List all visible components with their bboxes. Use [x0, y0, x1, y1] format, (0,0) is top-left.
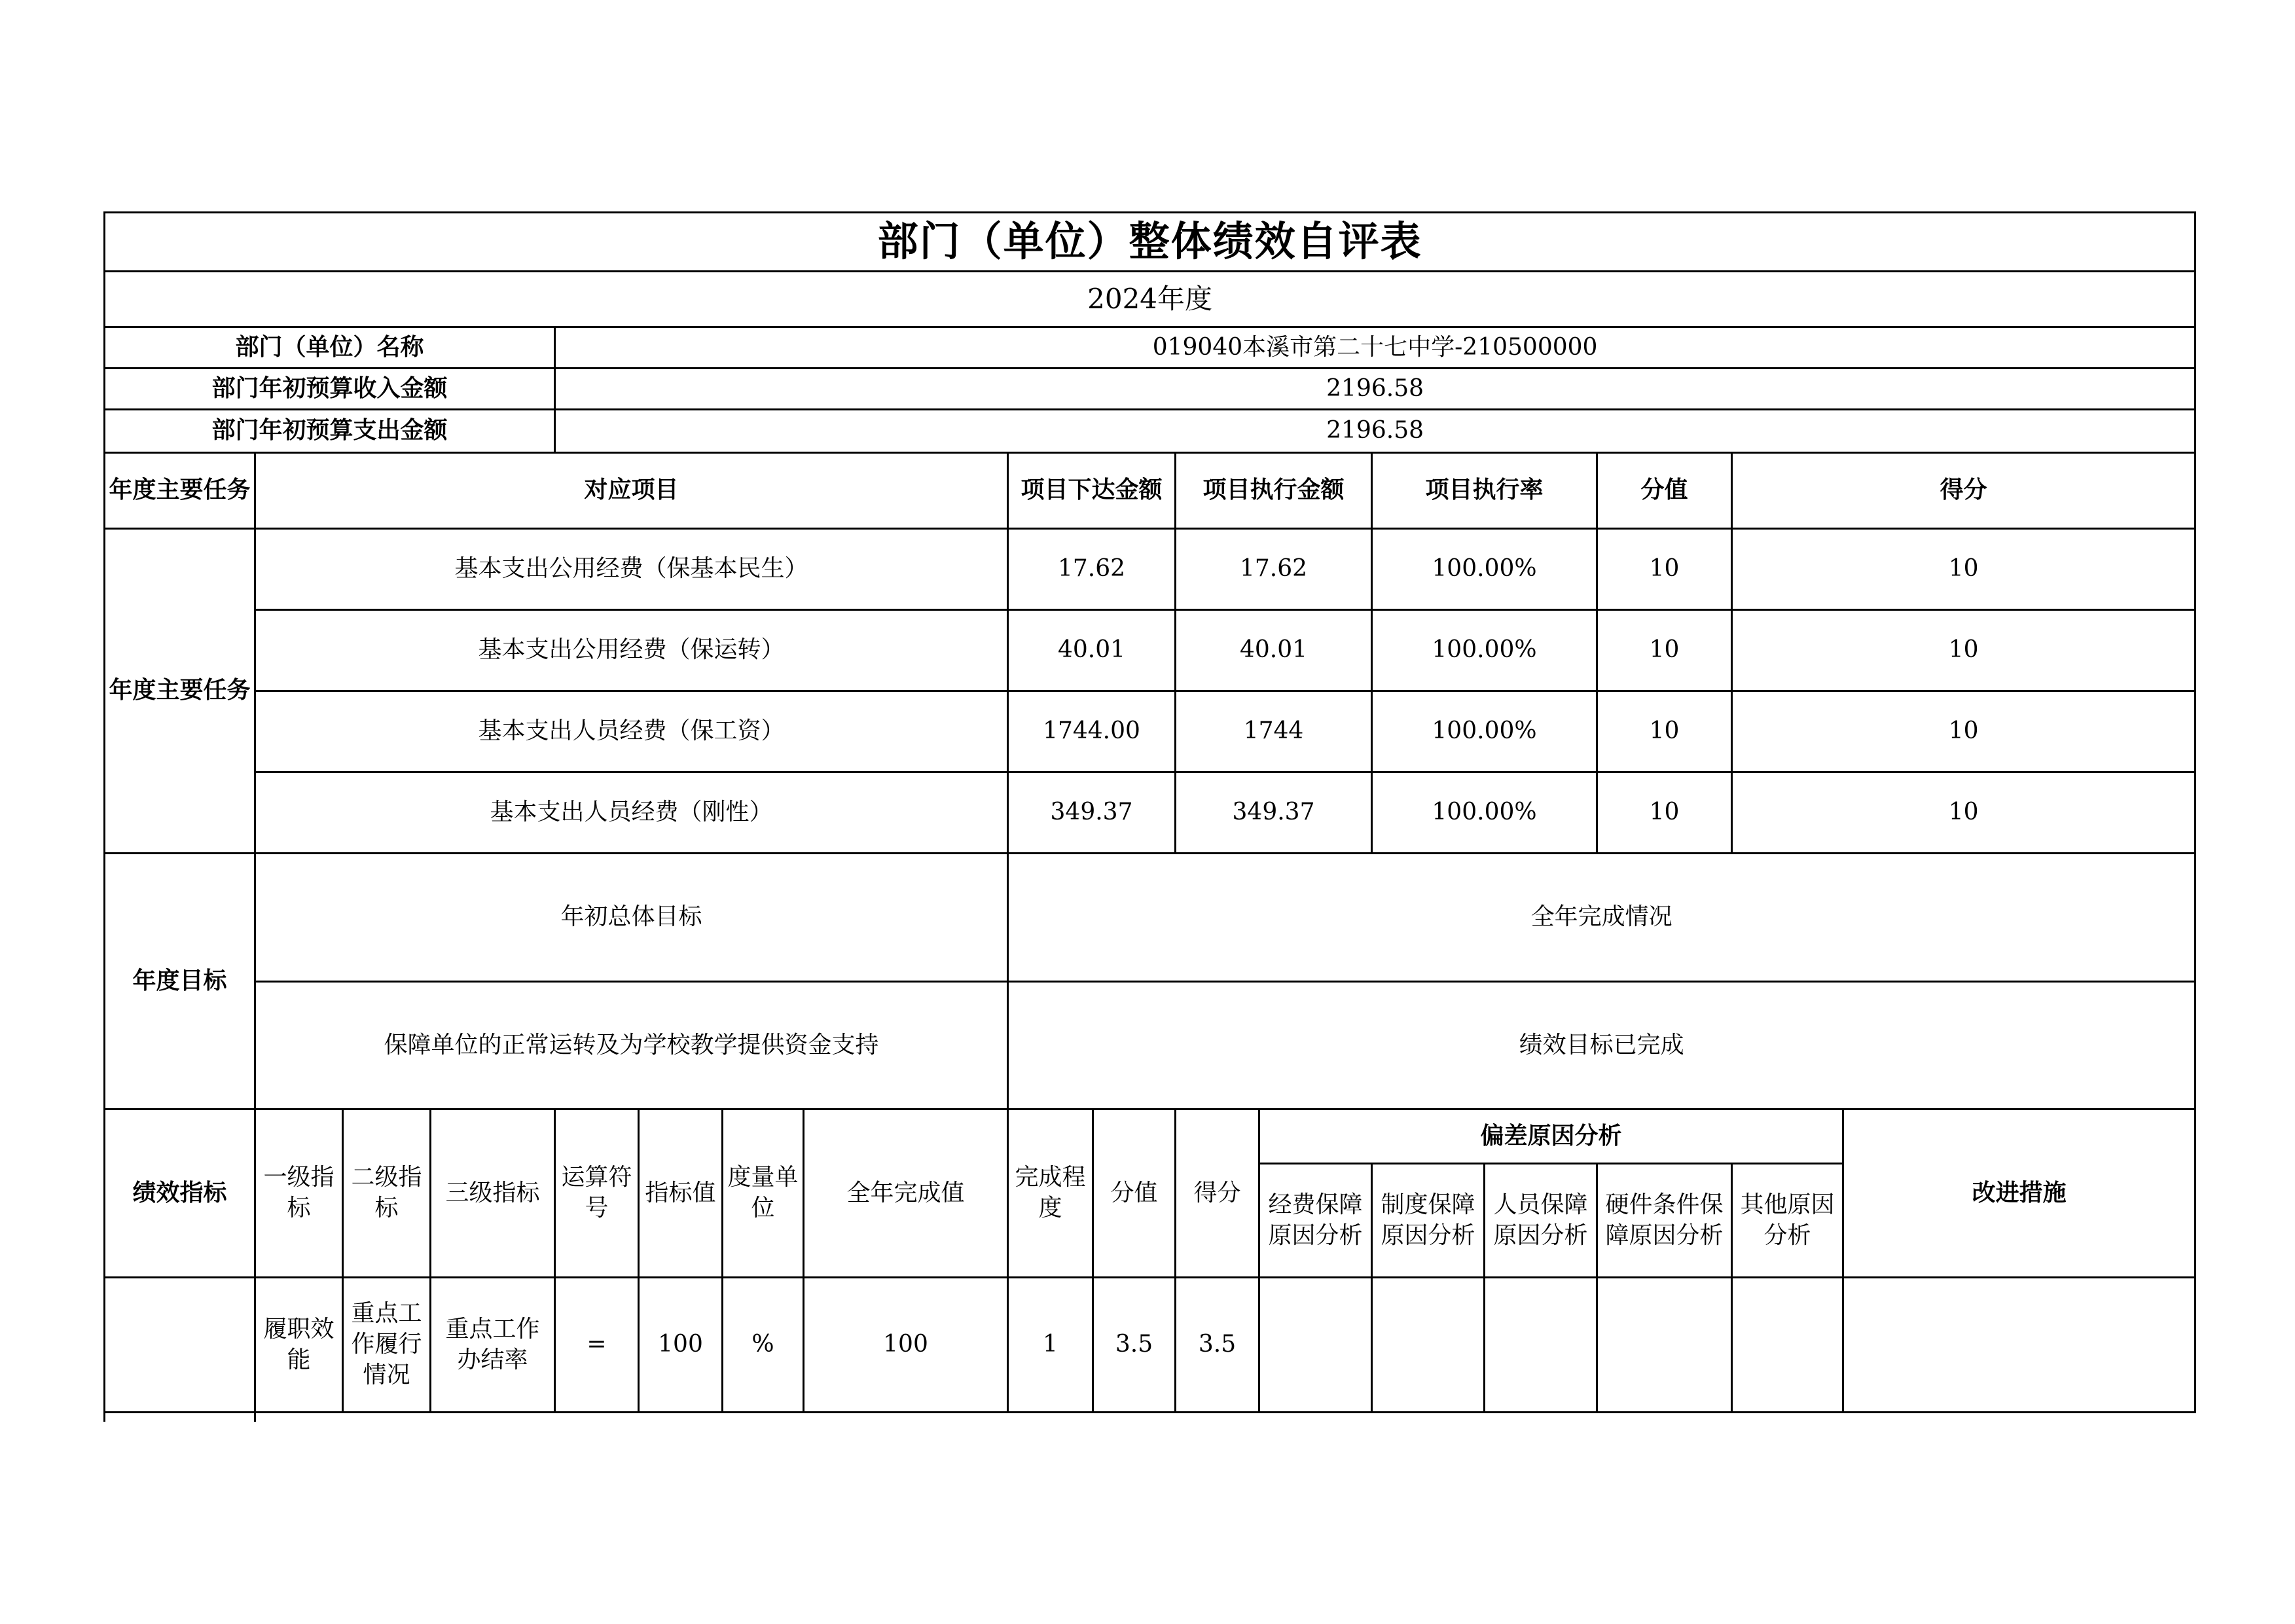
task-executed: 1744	[1176, 691, 1372, 772]
tasks-row-label: 年度主要任务	[105, 529, 255, 854]
indicator-score-value: 3.5	[1093, 1278, 1176, 1413]
income-value: 2196.58	[555, 369, 2196, 410]
tasks-header-rate: 项目执行率	[1372, 453, 1597, 529]
indicator-degree: 1	[1008, 1278, 1093, 1413]
expense-value: 2196.58	[555, 410, 2196, 453]
performance-self-evaluation-table	[103, 211, 2196, 1413]
indicators-header-level3: 三级指标	[431, 1110, 555, 1278]
task-project: 基本支出人员经费（保工资）	[255, 691, 1008, 772]
task-issued: 40.01	[1008, 610, 1176, 691]
task-score: 10	[1732, 691, 2196, 772]
task-score-value: 10	[1597, 610, 1732, 691]
indicators-label: 绩效指标	[105, 1110, 255, 1278]
task-score-value: 10	[1597, 691, 1732, 772]
indicator-level2: 重点工作履行情况	[343, 1278, 431, 1413]
task-project: 基本支出公用经费（保基本民生）	[255, 529, 1008, 610]
tasks-header-executed: 项目执行金额	[1176, 453, 1372, 529]
indicator-dev-other	[1732, 1278, 1843, 1413]
task-score-value: 10	[1597, 772, 1732, 854]
task-row	[105, 691, 2196, 772]
task-rate: 100.00%	[1372, 772, 1597, 854]
goals-initial-value: 保障单位的正常运转及为学校教学提供资金支持	[255, 982, 1008, 1110]
indicator-improve	[1843, 1278, 2196, 1413]
tasks-header-score: 得分	[1732, 453, 2196, 529]
indicator-row-label-cell	[105, 1278, 255, 1413]
indicator-score: 3.5	[1176, 1278, 1259, 1413]
indicators-header-deviation: 偏差原因分析	[1259, 1110, 1843, 1164]
expense-label: 部门年初预算支出金额	[105, 410, 555, 453]
indicator-dev-system	[1372, 1278, 1485, 1413]
indicators-header-score-value: 分值	[1093, 1110, 1176, 1278]
task-issued: 17.62	[1008, 529, 1176, 610]
indicators-header-level2: 二级指标	[343, 1110, 431, 1278]
task-row	[105, 772, 2196, 854]
task-score-value: 10	[1597, 529, 1732, 610]
goals-initial-header: 年初总体目标	[255, 854, 1008, 982]
indicators-header-target: 指标值	[639, 1110, 723, 1278]
indicators-header-dev-staff: 人员保障原因分析	[1485, 1164, 1597, 1278]
indicator-dev-staff	[1485, 1278, 1597, 1413]
indicator-level3: 重点工作办结率	[431, 1278, 555, 1413]
task-score: 10	[1732, 610, 2196, 691]
indicators-header-degree: 完成程度	[1008, 1110, 1093, 1278]
tasks-header-score-value: 分值	[1597, 453, 1732, 529]
indicator-target: 100	[639, 1278, 723, 1413]
tasks-header-task: 年度主要任务	[105, 453, 255, 529]
page-title: 部门（单位）整体绩效自评表	[105, 213, 2196, 272]
indicators-header-level1: 一级指标	[255, 1110, 343, 1278]
indicator-operator: =	[555, 1278, 639, 1413]
task-rate: 100.00%	[1372, 691, 1597, 772]
indicators-header-dev-hardware: 硬件条件保障原因分析	[1597, 1164, 1732, 1278]
task-executed: 349.37	[1176, 772, 1372, 854]
task-score: 10	[1732, 529, 2196, 610]
indicators-header-unit: 度量单位	[723, 1110, 804, 1278]
dept-name-value: 019040本溪市第二十七中学-210500000	[555, 327, 2196, 369]
indicator-row	[105, 1278, 2196, 1413]
task-project: 基本支出人员经费（刚性）	[255, 772, 1008, 854]
task-project: 基本支出公用经费（保运转）	[255, 610, 1008, 691]
task-row	[105, 610, 2196, 691]
tasks-header-issued: 项目下达金额	[1008, 453, 1176, 529]
indicators-header-dev-system: 制度保障原因分析	[1372, 1164, 1485, 1278]
dept-name-label: 部门（单位）名称	[105, 327, 555, 369]
indicator-actual: 100	[804, 1278, 1008, 1413]
task-executed: 17.62	[1176, 529, 1372, 610]
task-executed: 40.01	[1176, 610, 1372, 691]
table-continuation-mark	[103, 1413, 105, 1422]
tasks-header-project: 对应项目	[255, 453, 1008, 529]
fiscal-year: 2024年度	[105, 272, 2196, 327]
indicators-header-operator: 运算符号	[555, 1110, 639, 1278]
indicator-dev-funding	[1259, 1278, 1372, 1413]
income-label: 部门年初预算收入金额	[105, 369, 555, 410]
table-continuation-mark	[254, 1413, 256, 1422]
indicator-unit: %	[723, 1278, 804, 1413]
goals-completion-header: 全年完成情况	[1008, 854, 2196, 982]
indicators-header-actual: 全年完成值	[804, 1110, 1008, 1278]
task-score: 10	[1732, 772, 2196, 854]
indicators-header-dev-funding: 经费保障原因分析	[1259, 1164, 1372, 1278]
task-row	[105, 529, 2196, 610]
task-rate: 100.00%	[1372, 529, 1597, 610]
task-issued: 1744.00	[1008, 691, 1176, 772]
goals-label: 年度目标	[105, 854, 255, 1110]
task-issued: 349.37	[1008, 772, 1176, 854]
indicators-header-score: 得分	[1176, 1110, 1259, 1278]
indicator-dev-hardware	[1597, 1278, 1732, 1413]
indicators-header-dev-other: 其他原因分析	[1732, 1164, 1843, 1278]
indicators-header-improve: 改进措施	[1843, 1110, 2196, 1278]
goals-completion-value: 绩效目标已完成	[1008, 982, 2196, 1110]
task-rate: 100.00%	[1372, 610, 1597, 691]
indicator-level1: 履职效能	[255, 1278, 343, 1413]
